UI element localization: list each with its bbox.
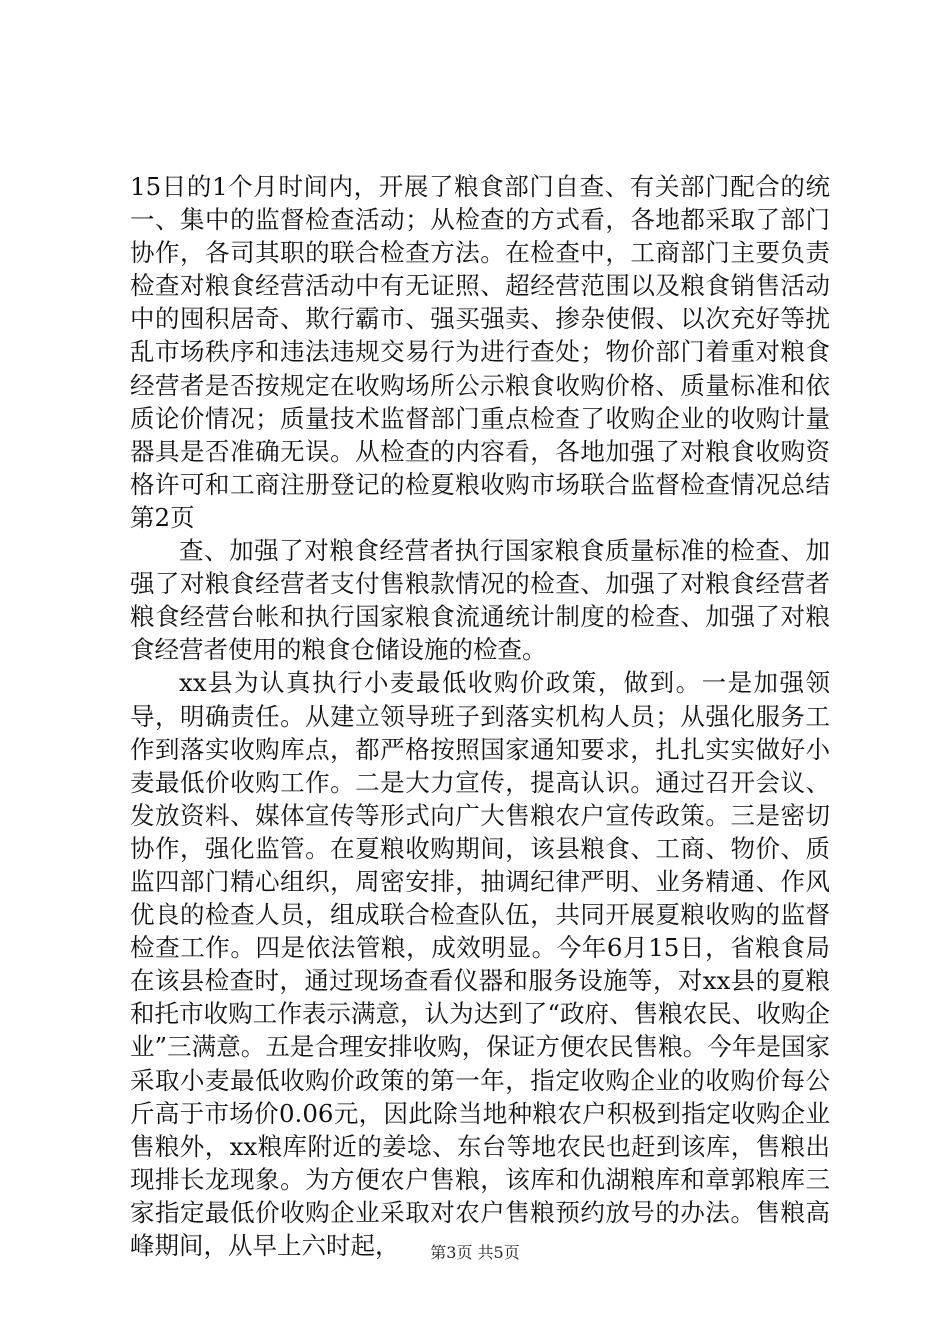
document-body [130, 170, 830, 1262]
page-footer: 第3页 共5页 [430, 1243, 520, 1262]
paragraph-1: 15日的1个月时间内，开展了粮食部门自查、有关部门配合的统一、集中的监督检查活动；从检查的方式看，各地都采取了部门协作，各司其职的联合检查方法。在检查中，工商部门主要负责检查对粮食经营活动中有无证照、超经营范围以及粮食销售活动中的囤积居奇、欺行霸市、强买强卖、掺杂使假、以次充好等扰乱市场秩序和违法违规交易行为进行查处；物价部门着重对粮食经营者是否按规定在收购场所公示粮食收购价格、质量标准和依质论价情况；质量技术监督部门重点检查了收购企业的收购计量器具是否准确无误。从检查的内容看，各地加强了对粮食收购资格许可和工商注册登记的检夏粮收购市场联合监督检查情况总结第2页 [130, 172, 830, 532]
paragraph-2: 查、加强了对粮食经营者执行国家粮食质量标准的检查、加强了对粮食经营者支付售粮款情况的检查、加强了对粮食经营者粮食经营台帐和执行国家粮食流通统计制度的检查、加强了对粮食经营者使用的粮食仓储设施的检查。 [130, 536, 830, 665]
paragraph-3: xx县为认真执行小麦最低收购价政策，做到。一是加强领导，明确责任。从建立领导班子到落实机构人员；从强化服务工作到落实收购库点，都严格按照国家通知要求，扎扎实实做好小麦最低价收购工作。二是大力宣传，提高认识。通过召开会议、发放资料、媒体宣传等形式向广大售粮农户宣传政策。三是密切协作，强化监管。在夏粮收购期间，该县粮食、工商、物价、质监四部门精心组织，周密安排，抽调纪律严明、业务精通、作风优良的检查人员，组成联合检查队伍，共同开展夏粮收购的监督检查工作。四是依法管粮，成效明显。今年6月15日，省粮食局在该县检查时，通过现场查看仪器和服务设施等，对xx县的夏粮和托市收购工作表示满意，认为达到了“政府、售粮农民、收购企业”三满意。五是合理安排收购，保证方便农民售粮。今年是国家采取小麦最低收购价政策的第一年，指定收购企业的收购价每公斤高于市场价0.06元，因此除当地种粮农户积极到指定收购企业售粮外，xx粮库附近的姜埝、东台等地农民也赶到该库，售粮出现排长龙现象。为方便农户售粮，该库和仇湖粮库和章郭粮库三家指定最低价收购企业采取对农户售粮预约放号的办法。售粮高峰期间，从早上六时起， [130, 668, 830, 1260]
